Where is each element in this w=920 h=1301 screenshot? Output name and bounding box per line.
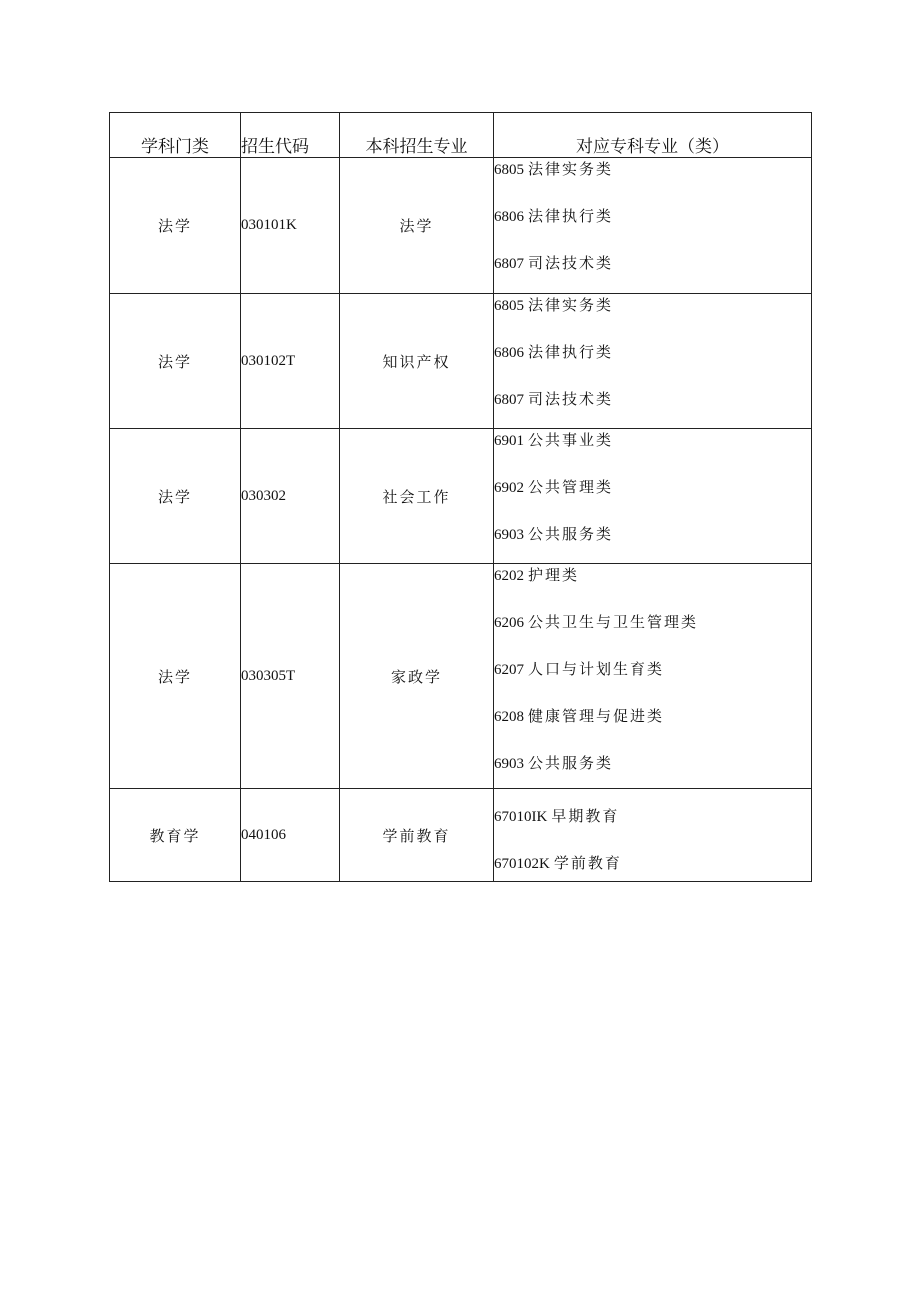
discipline-category-cell: 法学: [110, 564, 241, 789]
related-major-code: 6901: [494, 433, 524, 449]
table-row: [110, 429, 812, 564]
related-major-item: [494, 158, 811, 205]
related-major-name: 司法技术类: [528, 254, 614, 272]
related-major-code: 6903: [494, 527, 524, 543]
related-major-item: [494, 294, 811, 341]
discipline-category-cell: 法学: [110, 429, 241, 564]
related-major-code: 6208: [494, 709, 524, 725]
undergraduate-major-cell: 法学: [340, 158, 494, 294]
related-major-code: 670102K: [494, 856, 550, 872]
related-major-name: 公共管理类: [528, 478, 614, 496]
related-major-code: 6207: [494, 662, 524, 678]
discipline-category-cell: 法学: [110, 294, 241, 429]
related-major-name: 司法技术类: [528, 390, 614, 408]
related-major-code: 6206: [494, 615, 524, 631]
related-majors-cell: [494, 158, 812, 294]
table-row: [110, 564, 812, 789]
related-major-code: 6805: [494, 298, 524, 314]
major-correspondence-table: [109, 112, 812, 882]
related-major-item: [494, 252, 811, 281]
related-majors-cell: [494, 564, 812, 789]
related-major-item: [494, 564, 811, 611]
related-major-code: 6807: [494, 392, 524, 408]
related-major-name: 法律实务类: [528, 160, 614, 178]
related-major-item: [494, 429, 811, 476]
related-major-item: [494, 611, 811, 658]
table-row: [110, 294, 812, 429]
related-major-name: 护理类: [528, 566, 580, 584]
related-majors-cell: [494, 789, 812, 882]
undergraduate-major-cell: 知识产权: [340, 294, 494, 429]
undergraduate-major-cell: 社会工作: [340, 429, 494, 564]
enrollment-code-cell: 030102T: [241, 294, 340, 429]
related-major-item: [494, 523, 811, 552]
header-related-college-major: 对应专科专业（类）: [494, 113, 812, 158]
table-row: [110, 789, 812, 882]
related-major-item: [494, 205, 811, 252]
related-major-name: 早期教育: [551, 807, 620, 825]
related-major-name: 公共服务类: [528, 525, 614, 543]
related-major-item: [494, 388, 811, 417]
enrollment-code-cell: 030305T: [241, 564, 340, 789]
enrollment-code-cell: 030302: [241, 429, 340, 564]
related-major-item: [494, 476, 811, 523]
enrollment-code-cell: 030101K: [241, 158, 340, 294]
related-majors-cell: [494, 429, 812, 564]
related-major-item: [494, 852, 811, 881]
related-major-code: 67010IK: [494, 809, 548, 825]
related-major-code: 6903: [494, 756, 524, 772]
related-major-code: 6902: [494, 480, 524, 496]
related-major-name: 健康管理与促进类: [528, 707, 665, 725]
related-major-code: 6805: [494, 162, 524, 178]
discipline-category-cell: 教育学: [110, 789, 241, 882]
related-major-name: 法律实务类: [528, 296, 614, 314]
related-major-item: [494, 752, 811, 781]
related-major-name: 人口与计划生育类: [528, 660, 665, 678]
related-majors-cell: [494, 294, 812, 429]
header-undergraduate-major: 本科招生专业: [340, 113, 494, 158]
table-header-row: [110, 113, 812, 158]
related-major-item: [494, 341, 811, 388]
related-major-code: 6806: [494, 209, 524, 225]
related-major-item: [494, 658, 811, 705]
undergraduate-major-cell: 学前教育: [340, 789, 494, 882]
related-major-name: 学前教育: [553, 854, 622, 872]
related-major-code: 6202: [494, 568, 524, 584]
related-major-code: 6806: [494, 345, 524, 361]
related-major-name: 公共卫生与卫生管理类: [528, 613, 699, 631]
related-major-name: 公共服务类: [528, 754, 614, 772]
header-discipline-category: 学科门类: [110, 113, 241, 158]
discipline-category-cell: 法学: [110, 158, 241, 294]
related-major-item: [494, 805, 811, 852]
undergraduate-major-cell: 家政学: [340, 564, 494, 789]
related-major-code: 6807: [494, 256, 524, 272]
related-major-item: [494, 705, 811, 752]
related-major-name: 法律执行类: [528, 207, 614, 225]
related-major-name: 公共事业类: [528, 431, 614, 449]
table-row: [110, 158, 812, 294]
header-enrollment-code: 招生代码: [241, 113, 340, 158]
related-major-name: 法律执行类: [528, 343, 614, 361]
enrollment-code-cell: 040106: [241, 789, 340, 882]
